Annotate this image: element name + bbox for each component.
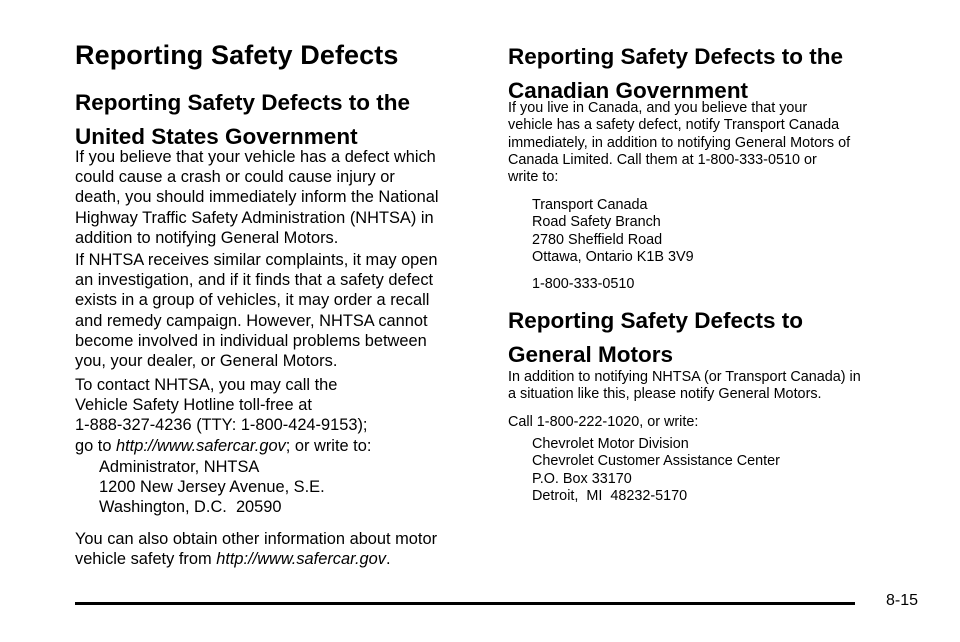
text-line: write to: [508,169,559,186]
text-line: become involved in individual problems between [75,331,427,350]
text-line: 1-888-327-4236 (TTY: 1-800-424-9153); [75,416,368,435]
address-line: 1200 New Jersey Avenue, S.E. [99,478,325,497]
text-line: a situation like this, please notify General Motors. [508,386,822,403]
text-line: could cause a crash or could cause injury or [75,168,395,187]
text-line: you, your dealer, or General Motors. [75,352,338,371]
us-paragraph-4 [75,529,437,569]
us-paragraph-3 [75,375,371,456]
address-line: Chevrolet Customer Assistance Center [532,453,780,470]
safercar-link[interactable]: http://www.safercar.gov [216,550,386,569]
gm-heading-line1: Reporting Safety Defects to [508,308,804,333]
address-line: Road Safety Branch [532,214,661,231]
gm-address [508,436,780,505]
canada-section-heading [508,40,843,108]
text-line: vehicle has a safety defect, notify Transport Canada [508,117,840,134]
text-line: an investigation, and if it finds that a safety defect [75,271,434,290]
footer-rule [75,602,855,605]
page-title: Reporting Safety Defects [75,40,399,70]
gm-paragraph-1 [508,369,861,404]
us-section-heading [75,86,410,154]
text-line: go to [75,436,117,455]
text-line: In addition to notifying NHTSA (or Transport Canada) in [508,369,861,385]
text-line: . [385,550,391,569]
text-line: exists in a group of vehicles, it may order a recall [75,291,430,310]
text-line: death, you should immediately inform the National [75,188,439,207]
text-line: Highway Traffic Safety Administration (NHTSA) in [75,208,434,227]
address-line: Ottawa, Ontario K1B 3V9 [532,248,694,265]
nhtsa-address [75,457,325,518]
address-line: Transport Canada [532,197,648,213]
address-line: Detroit, MI 48232-5170 [532,487,688,504]
address-line: 2780 Sheffield Road [532,231,663,248]
gm-heading-line2: General Motors [508,342,674,367]
text-line: If you live in Canada, and you believe that your [508,100,808,116]
text-line: Vehicle Safety Hotline toll-free at [75,396,312,415]
text-line: and remedy campaign. However, NHTSA cannot [75,311,428,330]
text-line: To contact NHTSA, you may call the [75,376,338,394]
us-heading-line1: Reporting Safety Defects to the [75,90,411,115]
address-line: Chevrolet Motor Division [532,436,689,452]
text-line: If you believe that your vehicle has a defect which [75,148,436,166]
text-line: addition to notifying General Motors. [75,228,339,247]
gm-section-heading [508,304,803,372]
gm-paragraph-2: Call 1-800-222-1020, or write: [508,414,699,430]
address-line: P.O. Box 33170 [532,470,632,487]
address-line: Washington, D.C. 20590 [99,498,282,517]
text-line: You can also obtain other information about motor [75,530,438,548]
text-line: Canada Limited. Call them at 1-800-333-0510 or [508,151,817,168]
nhtsa-link[interactable]: http://www.safercar.gov [116,436,286,455]
us-paragraph-1 [75,147,439,248]
us-paragraph-2 [75,250,438,371]
text-line: If NHTSA receives similar complaints, it may open [75,251,438,269]
transport-canada-phone: 1-800-333-0510 [532,276,635,292]
canada-paragraph-1 [508,100,850,186]
page-number: 8-15 [885,592,918,609]
canada-heading-line1: Reporting Safety Defects to the [508,44,844,69]
text-line: ; or write to: [285,436,372,455]
us-heading-line2: United States Government [75,124,358,149]
transport-canada-address [508,197,694,266]
address-line: Administrator, NHTSA [99,458,260,476]
text-line: immediately, in addition to notifying General Motors of [508,134,851,151]
text-line: vehicle safety from [75,550,217,569]
canada-heading-line2: Canadian Government [508,78,749,103]
